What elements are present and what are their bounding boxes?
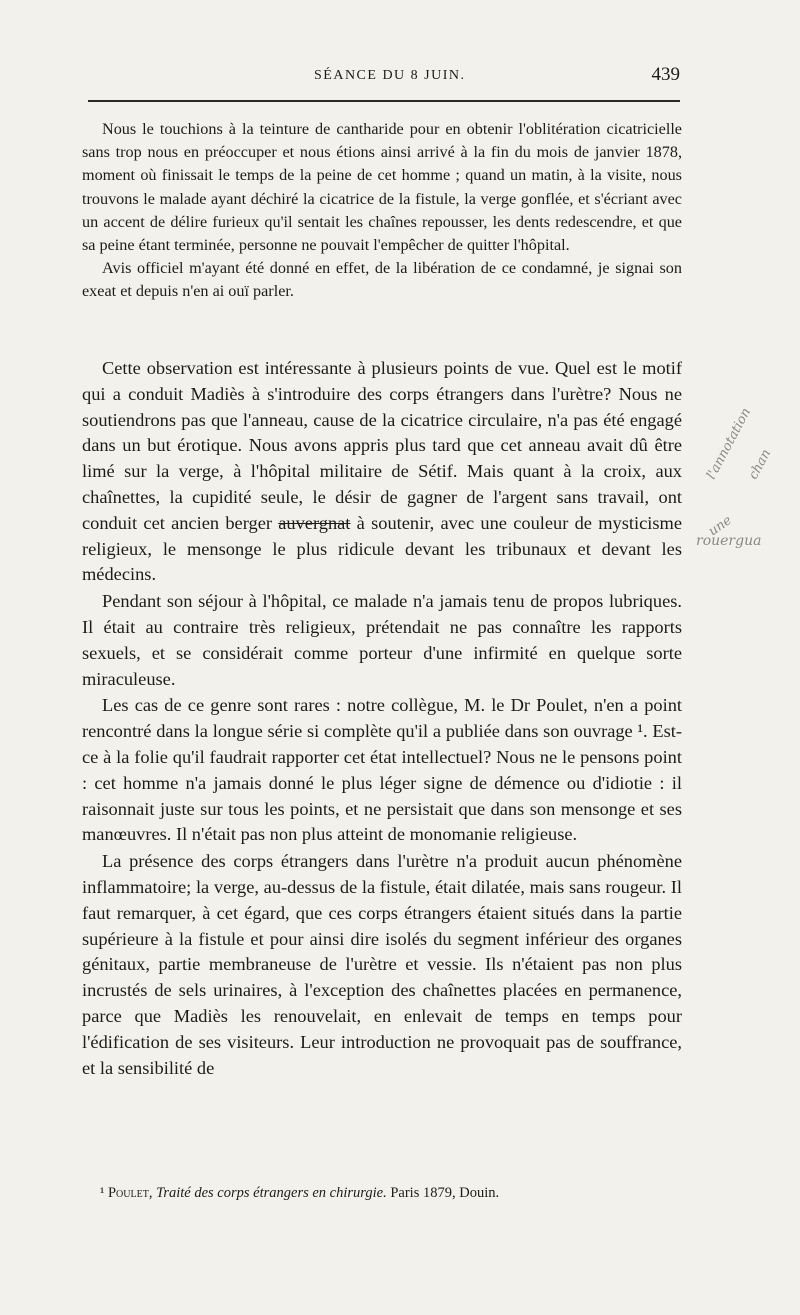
page-header	[88, 64, 680, 90]
header-rule	[88, 100, 680, 102]
footnote-marker: ¹	[100, 1185, 105, 1201]
running-head: SÉANCE DU 8 JUIN.	[314, 68, 466, 83]
paragraph: Nous le touchions à la teinture de cantharide pour en obtenir l'oblitération cicatricielle sans trop nous en préoccuper et nous étions ainsi arrivé à la fin du mois de janvier 1878, moment où finissait le temps de la peine de cet homme ; quand un matin, à la visite, nous trouvons le malade ayant déchiré la cicatrice de la fistule, la verge gonflée, et s'écriant avec un accent de délire furieux qu'il sentait les chaînes repousser, les dents redescendre, et que sa peine étant terminée, personne ne pouvait l'empêcher de quitter l'hôpital.	[82, 120, 682, 255]
page-number: 439	[651, 64, 680, 85]
handwritten-note: une	[706, 512, 735, 540]
text-run: Cette observation est intéressante à plusieurs points de vue. Quel est le motif qui a conduit Madiès à s'introduire des corps étrangers dans l'urètre? Nous ne soutiendrons pas que l'anneau, cause de la cicatrice circulaire, n'a pas été engagé dans un but érotique. Nous avons appris plus tard que cet anneau avait dû être limé sur la verge, à l'hôpital militaire de Sétif. Mais quant à la croix, aux chaînettes, la cupidité seule, le désir de gagner de l'argent sans travail, ont conduit cet ancien berger	[82, 358, 682, 533]
paragraph	[82, 356, 682, 588]
paragraph: Pendant son séjour à l'hôpital, ce malade n'a jamais tenu de propos lubriques. Il était au contraire très religieux, prétendait ne pas connaître les rapports sexuels, et se considérait comme porteur d'une infirmité en quelque sorte miraculeuse.	[82, 591, 682, 689]
footnote-title: Traité des corps étrangers en chirurgie.	[156, 1185, 387, 1201]
footnote-author: Poulet	[107, 1185, 149, 1201]
observation-text	[82, 118, 682, 304]
commentary-text	[82, 356, 682, 1081]
paragraph: La présence des corps étrangers dans l'urètre n'a produit aucun phénomène inflammatoire; la verge, au-dessus de la fistule, était dilatée, mais sans rougeur. Il faut remarquer, à cet égard, que ces corps étrangers étaient situés dans la partie supérieure à la fistule et pour ainsi dire isolés du segment inférieur des organes génitaux, partie membraneuse de l'urètre et vessie. Ils n'étaient pas non plus incrustés de sels urinaires, à l'exception des chaînettes placées en permanence, parce que Madiès les renouvelait, en enlevait de temps en temps pour l'édification de ses visiteurs. Leur introduction ne provoquait pas de souffrance, et la sensibilité de	[82, 851, 682, 1078]
paragraph: Avis officiel m'ayant été donné en effet, de la libération de ce condamné, je signai son exeat et depuis n'en ai ouï parler.	[82, 259, 682, 301]
struck-word: auvergnat	[278, 512, 351, 533]
margin-annotation	[694, 395, 800, 585]
footnote: ¹ Poulet, Traité des corps étrangers en chirurgie. Paris 1879, Douin.	[100, 1185, 500, 1201]
handwritten-note: chan	[746, 446, 775, 483]
text-run: à soutenir, avec une couleur de mysticisme religieux, le mensonge le plus ridicule devant les tribunaux et devant les médecins.	[82, 512, 683, 585]
footnote-publication: Paris 1879, Douin.	[390, 1185, 500, 1201]
paragraph: Les cas de ce genre sont rares : notre collègue, M. le Dr Poulet, n'en a point rencontré dans la longue série si complète qu'il a publiée dans son ouvrage ¹. Est-ce à la folie qu'il faudrait rapporter cet état intellectuel? Nous ne le pensons point : cet homme n'a jamais donné le plus léger signe de démence ou d'idiotie : il raisonnait juste sur tous les points, et ne persistait que dans son mensonge et ses manœuvres. Il n'était pas non plus atteint de monomanie religieuse.	[82, 695, 682, 845]
handwritten-note: l'annotation	[704, 405, 755, 483]
handwritten-note: rouergua	[696, 533, 762, 549]
